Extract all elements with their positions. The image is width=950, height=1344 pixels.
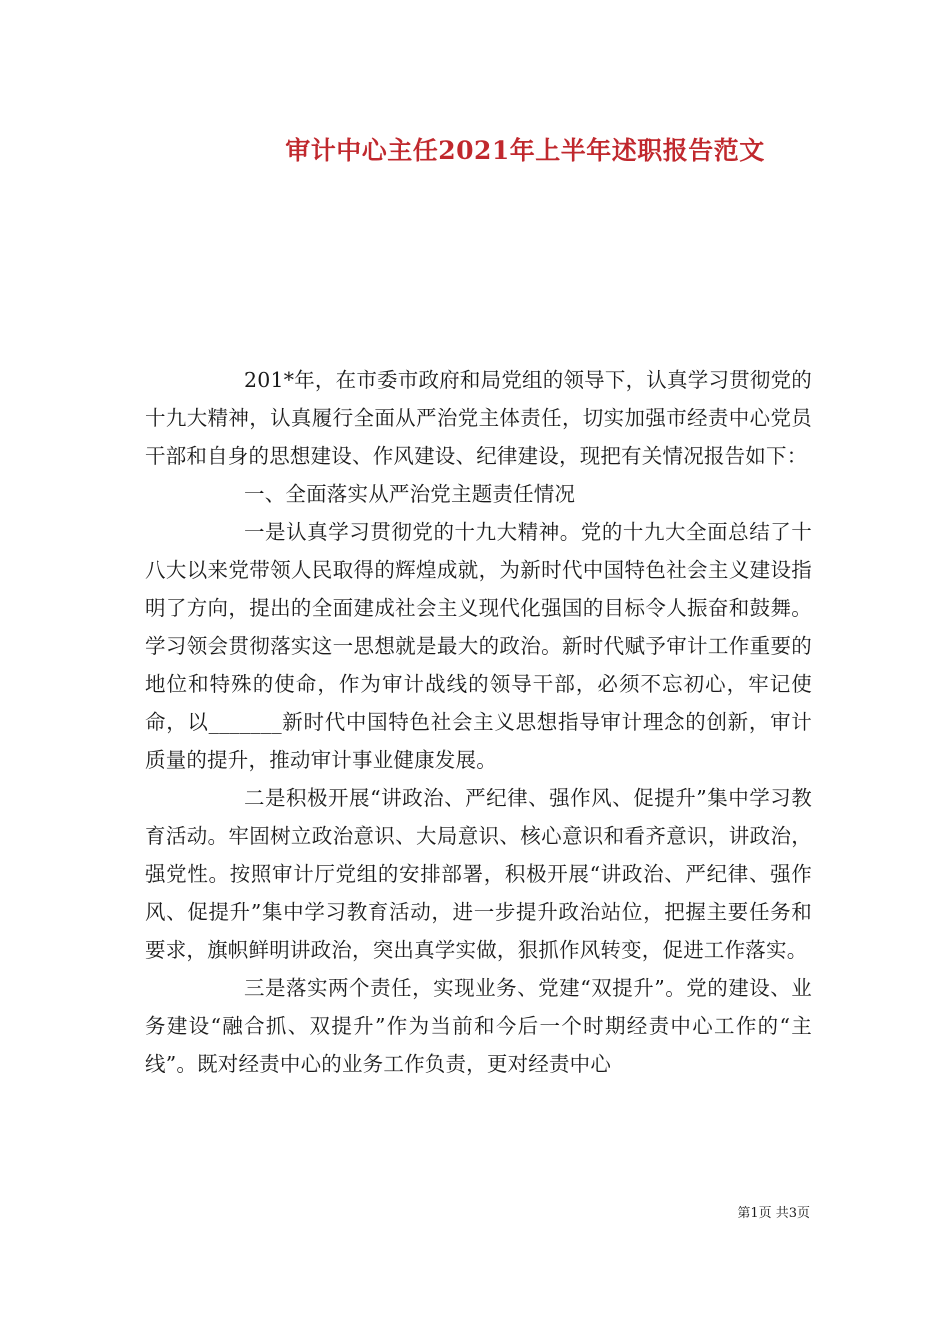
paragraph-point-2: 二是积极开展“讲政治、严纪律、强作风、促提升”集中学习教育活动。牢固树立政治意识、大局意识、核心意识和看齐意识，讲政治，强党性。按照审计厅党组的安排部署，积极开展“讲政治、严纪律、强作风、促提升”集中学习教育活动，进一步提升政治站位，把握主要任务和要求，旗帜鲜明讲政治，突出真学实做，狠抓作风转变，促进工作落实。: [145, 786, 812, 962]
page-number: 第1页 共3页: [737, 1206, 810, 1221]
paragraph-intro: 201*年，在市委市政府和局党组的领导下，认真学习贯彻党的十九大精神，认真履行全面从严治党主体责任，切实加强市经责中心党员干部和自身的思想建设、作风建设、纪律建设，现把有关情况报告如下：: [145, 368, 812, 468]
paragraph-point-3: 三是落实两个责任，实现业务、党建“双提升”。党的建设、业务建设“融合抓、双提升”作为当前和今后一个时期经责中心工作的“主线”。既对经责中心的业务工作负责，更对经责中心: [145, 976, 812, 1076]
document-title: 审计中心主任2021年上半年述职报告范文: [285, 136, 765, 165]
section-heading: 一、全面落实从严治党主题责任情况: [244, 482, 576, 506]
document-body: [145, 361, 812, 1083]
paragraph-point-1: 一是认真学习贯彻党的十九大精神。党的十九大全面总结了十八大以来党带领人民取得的辉煌成就，为新时代中国特色社会主义建设指明了方向，提出的全面建成社会主义现代化强国的目标令人振奋和鼓舞。学习领会贯彻落实这一思想就是最大的政治。新时代赋予审计工作重要的地位和特殊的使命，作为审计战线的领导干部，必须不忘初心，牢记使命，以_______新时代中国特色社会主义思想指导审计理念的创新，审计质量的提升，推动审计事业健康发展。: [145, 520, 812, 772]
